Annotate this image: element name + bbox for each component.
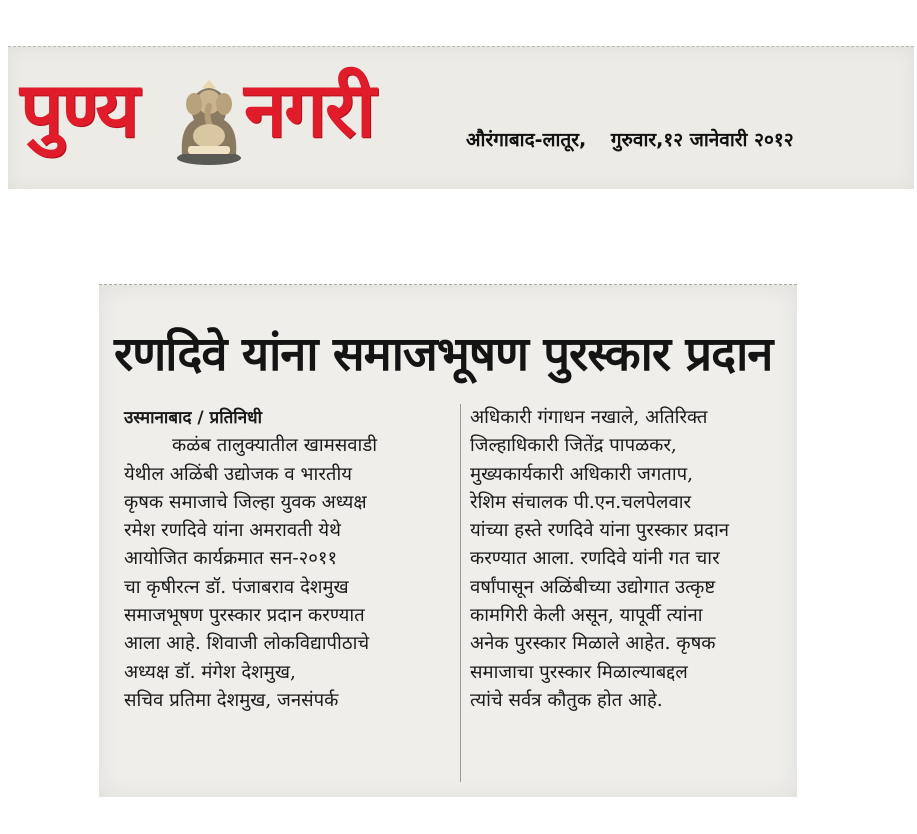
masthead-logo-part2: नगरी: [244, 65, 374, 154]
article-line: कामगिरी केली असून, यापूर्वी त्यांना: [470, 605, 703, 627]
article-line: जिल्हाधिकारी जितेंद्र पापळकर,: [470, 435, 677, 457]
issue-date: गुरुवार,१२ जानेवारी २०१२: [610, 129, 794, 151]
article-line: रमेश रणदिवे यांना अमरावती येथे: [124, 520, 341, 542]
article-line: सचिव प्रतिमा देशमुख, जनसंपर्क: [124, 689, 339, 711]
article-line: वर्षांपासून अळिंबीच्या उद्योगात उत्कृष्ट: [470, 576, 716, 598]
article-line: आला आहे. शिवाजी लोकविद्यापीठाचे: [124, 633, 370, 655]
article-line: आयोजित कार्यक्रमात सन-२०११: [124, 548, 338, 570]
masthead-logo-part1: पुण्य: [20, 65, 138, 154]
edition-label: औरंगाबाद-लातूर,: [466, 129, 587, 151]
article-line: समाजभूषण पुरस्कार प्रदान करण्यात: [124, 605, 365, 627]
article-column-right: [470, 404, 786, 715]
article-line: अनेक पुरस्कार मिळाले आहेत. कृषक: [470, 633, 716, 655]
article-line: येथील अळिंबी उद्योजक व भारतीय: [124, 463, 352, 485]
article-line: अध्यक्ष डॉ. मंगेश देशमुख,: [124, 661, 296, 683]
article-line: त्यांचे सर्वत्र कौतुक होत आहे.: [470, 689, 663, 711]
ganesha-idol-icon: [172, 80, 246, 166]
article-dateline: उस्मानाबाद / प्रतिनिधी: [124, 408, 262, 428]
masthead-info: [466, 126, 794, 152]
article-line: यांच्या हस्ते रणदिवे यांना पुरस्कार प्रदान: [470, 520, 730, 542]
article-line: समाजाचा पुरस्कार मिळाल्याबद्दल: [470, 661, 688, 683]
article-line: करण्यात आला. रणदिवे यांनी गत चार: [470, 548, 720, 570]
masthead-strip: [8, 46, 914, 189]
article-column-left: [124, 404, 440, 715]
article-line: कळंब तालुक्यातील खामसवाडी: [172, 435, 378, 457]
article-line: मुख्यकार्यकारी अधिकारी जगताप,: [470, 463, 693, 485]
article-line: चा कृषीरत्न डॉ. पंजाबराव देशमुख: [124, 576, 349, 598]
article-headline: रणदिवे यांना समाजभूषण पुरस्कार प्रदान: [114, 327, 773, 382]
column-divider: [460, 404, 461, 782]
article-line: रेशिम संचालक पी.एन.चलपेलवार: [470, 491, 692, 513]
article-line: अधिकारी गंगाधन नखाले, अतिरिक्त: [470, 407, 708, 428]
article-line: कृषक समाजाचे जिल्हा युवक अध्यक्ष: [124, 491, 367, 513]
